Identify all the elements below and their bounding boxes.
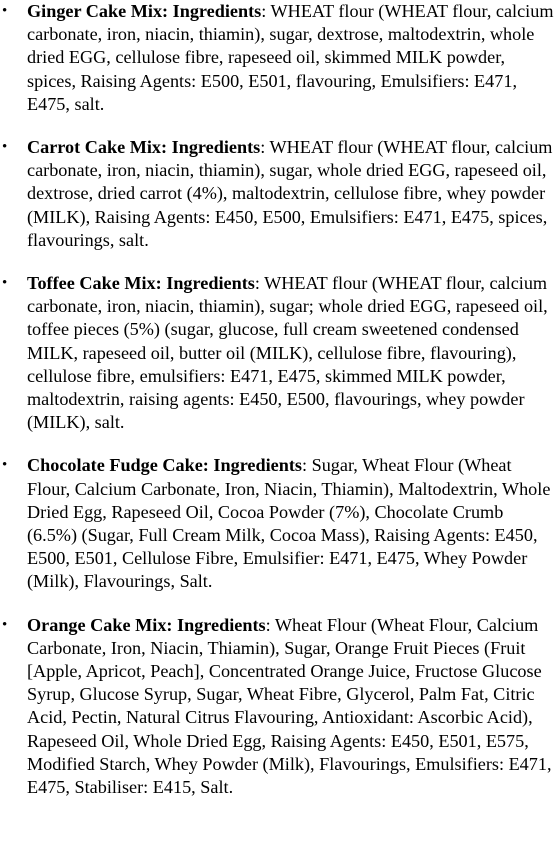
product-ingredients: : WHEAT flour (WHEAT flour, calcium carbonate, iron, niacin, thiamin), sugar, whole dried EGG, rapeseed oil, dextrose, dried carrot (4%), maltodextrin, cellulose fibre, whey powder (MILK), Raising Agents: E450, E500, Emulsifiers: E471, E475, spices, flavourings, salt. xyxy=(27,137,553,250)
product-name: Toffee Cake Mix: Ingredients xyxy=(27,273,255,294)
product-ingredients: : Wheat Flour (Wheat Flour, Calcium Carbonate, Iron, Niacin, Thiamin), Sugar, Orange Fruit Pieces (Fruit [Apple, Apricot, Peach], Concentrated Orange Juice, Fructose Glucose Syrup, Glucose Syrup, Sugar, Wheat Fibre, Glycerol, Palm Fat, Citric Acid, Pectin, Natural Citrus Flavouring, Antioxidant: Ascorbic Acid), Rapeseed Oil, Whole Dried Egg, Raising Agents: E450, E501, E575, Modified Starch, Whey Powder (Milk), Flavourings, Emulsifiers: E471, E475, Stabiliser: E415, Salt. xyxy=(27,614,552,798)
product-chocolate-fudge-cake xyxy=(0,454,555,593)
product-ingredients: : WHEAT flour (WHEAT flour, calcium carbonate, iron, niacin, thiamin), sugar, dextrose, maltodextrin, whole dried EGG, cellulose fibre, rapeseed oil, skimmed MILK powder, spices, Raising Agents: E500, E501, flavouring, Emulsifiers: E471, E475, salt. xyxy=(27,1,554,114)
product-name: Ginger Cake Mix: Ingredients xyxy=(27,1,262,21)
product-ingredients: : WHEAT flour (WHEAT flour, calcium carbonate, iron, niacin, thiamin), sugar; whole dried EGG, rapeseed oil, toffee pieces (5%) (sugar, glucose, full cream sweetened condensed MILK, rapeseed oil, butter oil (MILK), cellulose fibre, flavouring), cellulose fibre, emulsifiers: E471, E475, skimmed MILK powder, maltodextrin, raising agents: E450, E500, flavourings, whey powder (MILK), salt. xyxy=(27,273,548,433)
product-ingredients: : Sugar, Wheat Flour (Wheat Flour, Calcium Carbonate, Iron, Niacin, Thiamin), Maltodextrin, Whole Dried Egg, Rapeseed Oil, Cocoa Powder (7%), Chocolate Crumb (6.5%) (Sugar, Full Cream Milk, Cocoa Mass), Raising Agents: E450, E500, E501, Cellulose Fibre, Emulsifier: E471, E475, Whey Powder (Milk), Flavourings, Salt. xyxy=(27,455,551,592)
product-ginger-cake-mix xyxy=(0,0,555,116)
product-name: Chocolate Fudge Cake: Ingredients xyxy=(27,455,302,476)
product-toffee-cake-mix xyxy=(0,272,555,434)
product-name: Carrot Cake Mix: Ingredients xyxy=(27,137,261,158)
product-carrot-cake-mix xyxy=(0,136,555,252)
product-name: Orange Cake Mix: Ingredients xyxy=(27,614,266,635)
product-orange-cake-mix xyxy=(0,614,555,800)
